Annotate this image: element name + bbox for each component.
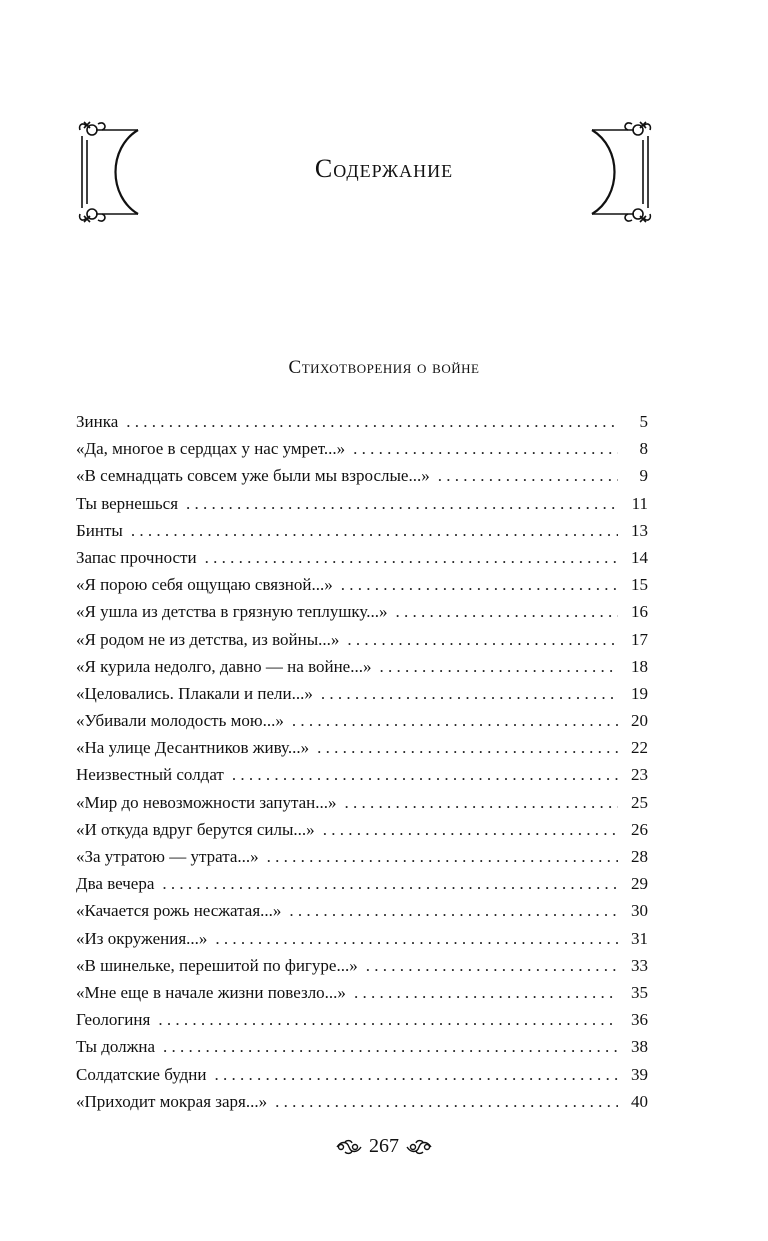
- toc-entry-page: 13: [631, 520, 648, 540]
- toc-entry[interactable]: [76, 490, 648, 517]
- toc-entry[interactable]: [76, 462, 648, 489]
- toc-entry[interactable]: [76, 544, 648, 571]
- toc-entry-page: 18: [631, 656, 648, 676]
- toc-entry-title: «В семнадцать совсем уже были мы взрослые...»: [76, 466, 430, 486]
- section-title: Стихотворения о войне: [288, 357, 480, 378]
- toc-entry-title: «Целовались. Плакали и пели...»: [76, 683, 313, 703]
- dot-leader: [366, 952, 618, 979]
- toc-entry-title: «Мир до невозможности запутан...»: [76, 792, 337, 812]
- toc-entry[interactable]: [76, 626, 648, 653]
- flourish-left-icon: [335, 1139, 363, 1155]
- toc-entry-page: 9: [639, 466, 648, 486]
- dot-leader: [353, 435, 618, 462]
- dot-leader: [341, 571, 618, 598]
- toc-entry-page: 16: [631, 602, 648, 622]
- toc-entry-title: «Я ушла из детства в грязную теплушку...»: [76, 602, 388, 622]
- toc-entry-title: Два вечера: [76, 874, 155, 894]
- toc-entry-page: 14: [631, 547, 648, 567]
- dot-leader: [317, 734, 618, 761]
- toc-entry-page: 36: [631, 1010, 648, 1030]
- toc-entry-title: Бинты: [76, 520, 123, 540]
- toc-entry-page: 15: [631, 575, 648, 595]
- toc-entry-title: «За утратою — утрата...»: [76, 847, 259, 866]
- toc-entry-title: «На улице Десантников живу...»: [76, 738, 310, 758]
- toc-entry[interactable]: [76, 517, 648, 544]
- toc-entry-page: 8: [639, 439, 648, 459]
- dot-leader: [354, 979, 618, 1006]
- toc-entry-page: 33: [631, 955, 648, 975]
- toc-entry-title: «Я родом не из детства, из войны...»: [76, 629, 340, 649]
- toc-entry-title: «Мне еще в начале жизни повезло...»: [76, 982, 346, 1002]
- toc-entry[interactable]: [76, 408, 648, 435]
- toc-entry[interactable]: [76, 435, 648, 462]
- toc-entry[interactable]: [76, 952, 648, 979]
- toc-entry[interactable]: [76, 1061, 648, 1088]
- toc-entry-page: 22: [631, 738, 648, 758]
- dot-leader: [379, 653, 618, 680]
- toc-entry-page: 31: [631, 928, 648, 948]
- toc-entry[interactable]: [76, 761, 648, 788]
- dot-leader: [215, 925, 618, 952]
- toc-entry-page: 29: [631, 874, 648, 894]
- table-of-contents: [76, 408, 648, 1115]
- dot-leader: [126, 408, 618, 435]
- toc-entry-title: «В шинельке, перешитой по фигуре...»: [76, 955, 358, 975]
- toc-entry[interactable]: [76, 598, 648, 625]
- toc-entry-title: «Да, многое в сердцах у нас умрет...»: [76, 439, 346, 459]
- toc-entry-page: 20: [631, 711, 648, 731]
- toc-entry[interactable]: [76, 1006, 648, 1033]
- toc-entry-title: Ты должна: [76, 1037, 156, 1057]
- dot-leader: [186, 490, 618, 517]
- toc-entry[interactable]: [76, 1088, 648, 1115]
- dot-leader: [344, 789, 618, 816]
- dot-leader: [131, 517, 618, 544]
- toc-entry-title: «Я порою себя ощущаю связной...»: [76, 575, 333, 595]
- toc-entry-title: «Убивали молодость мою...»: [76, 711, 284, 731]
- toc-entry-page: 5: [639, 412, 648, 431]
- dot-leader: [275, 1088, 618, 1115]
- toc-entry-title: Солдатские будни: [76, 1064, 207, 1084]
- dot-leader: [321, 680, 618, 707]
- toc-entry[interactable]: [76, 1033, 648, 1060]
- toc-entry-title: «Я курила недолго, давно — на войне...»: [76, 656, 372, 676]
- toc-entry[interactable]: [76, 571, 648, 598]
- toc-entry-page: 25: [631, 792, 648, 812]
- toc-entry-title: Запас прочности: [76, 547, 197, 567]
- dot-leader: [205, 544, 618, 571]
- dot-leader: [323, 816, 618, 843]
- toc-entry[interactable]: [76, 843, 648, 870]
- flourish-right-icon: [405, 1139, 433, 1155]
- toc-entry-page: 26: [631, 819, 648, 839]
- dot-leader: [438, 462, 618, 489]
- page-number: 267: [369, 1135, 399, 1157]
- dot-leader: [162, 870, 618, 897]
- toc-entry[interactable]: [76, 680, 648, 707]
- toc-entry[interactable]: [76, 816, 648, 843]
- toc-entry-title: Геологиня: [76, 1010, 151, 1030]
- toc-entry-page: 39: [631, 1064, 648, 1084]
- toc-entry[interactable]: [76, 979, 648, 1006]
- toc-entry-page: 28: [631, 847, 648, 866]
- dot-leader: [158, 1006, 618, 1033]
- page-footer: [0, 1135, 768, 1158]
- toc-entry[interactable]: [76, 734, 648, 761]
- toc-entry-title: «Приходит мокрая заря...»: [76, 1091, 268, 1111]
- dot-leader: [347, 626, 618, 653]
- toc-entry[interactable]: [76, 707, 648, 734]
- toc-entry-title: Ты вернешься: [76, 493, 179, 513]
- toc-entry-page: 38: [631, 1037, 648, 1057]
- toc-entry-page: 40: [631, 1091, 648, 1111]
- dot-leader: [267, 843, 618, 870]
- toc-entry-title: Неизвестный солдат: [76, 765, 224, 785]
- toc-entry[interactable]: [76, 653, 648, 680]
- toc-entry-page: 23: [631, 765, 648, 785]
- toc-entry-page: 11: [631, 493, 648, 513]
- toc-entry-page: 35: [631, 982, 648, 1002]
- toc-entry[interactable]: [76, 870, 648, 897]
- dot-leader: [292, 707, 618, 734]
- page-title: Содержание: [314, 154, 454, 183]
- toc-entry-title: Зинка: [76, 412, 119, 431]
- toc-entry[interactable]: [76, 897, 648, 924]
- dot-leader: [289, 897, 618, 924]
- dot-leader: [395, 598, 618, 625]
- toc-entry-page: 17: [631, 629, 648, 649]
- toc-entry-page: 19: [631, 683, 648, 703]
- dot-leader: [163, 1033, 618, 1060]
- toc-entry-title: «Из окружения...»: [76, 928, 208, 948]
- toc-entry[interactable]: [76, 789, 648, 816]
- dot-leader: [232, 761, 618, 788]
- toc-entry-title: «И откуда вдруг берутся силы...»: [76, 819, 315, 839]
- toc-entry-title: «Качается рожь несжатая...»: [76, 901, 282, 921]
- toc-entry-page: 30: [631, 901, 648, 921]
- dot-leader: [214, 1061, 618, 1088]
- toc-entry[interactable]: [76, 925, 648, 952]
